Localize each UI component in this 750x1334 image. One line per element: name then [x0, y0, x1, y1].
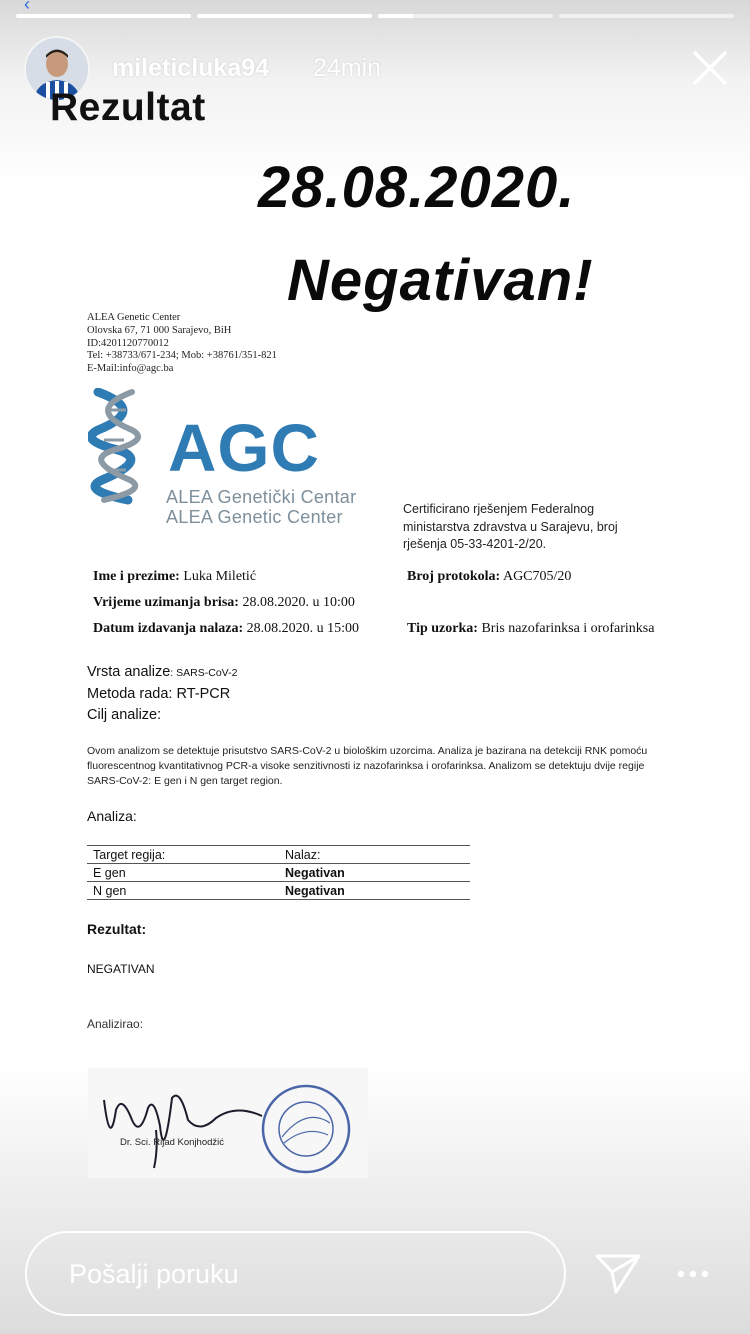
- analysis-method: [87, 686, 230, 702]
- progress-segment: [559, 14, 734, 18]
- table-row: [87, 864, 470, 882]
- logo-subtitle: ALEA Genetički Centar: [166, 487, 357, 507]
- field-value: 28.08.2020. u 15:00: [246, 621, 360, 636]
- field-value: RT-PCR: [176, 686, 231, 702]
- progress-segment: [197, 14, 372, 18]
- patient-name: [93, 569, 256, 585]
- paper-plane-icon: [594, 1250, 642, 1296]
- letterhead-line: ID:4201120770012: [87, 337, 169, 349]
- field-label: Ime i prezime:: [93, 569, 180, 584]
- close-button[interactable]: [689, 47, 731, 89]
- message-input[interactable]: [25, 1231, 566, 1316]
- logo-subtitle: ALEA Genetic Center: [166, 507, 343, 527]
- headline-title: Rezultat: [50, 86, 206, 129]
- table-header: Nalaz:: [279, 846, 470, 864]
- table-cell: Negativan: [279, 882, 470, 900]
- signature-icon: [96, 1090, 276, 1170]
- protocol-number: [407, 569, 571, 585]
- analyzed-by-label: Analizirao:: [87, 1017, 144, 1031]
- analysis-type: Vrsta analize: SARS-CoV-2: [87, 664, 238, 680]
- post-time: 24min: [313, 54, 382, 82]
- collection-time: [93, 595, 355, 611]
- table-header: Target regija:: [87, 846, 279, 864]
- analysis-description: Ovom analizom se detektuje prisutstvo SARS-CoV-2 u biološkim uzorcima. Analiza je bazirana na detekciji RNK pomoću fluorescentnog kvantitativnog PCR-a visoke senzitivnosti iz nazofarinksa i orofarinksa. Analizom se detektuju dvije regije SARS-CoV-2: E gen i N gen target region.: [87, 745, 648, 787]
- field-value: AGC705/20: [502, 569, 572, 584]
- result-value: NEGATIVAN: [87, 962, 155, 976]
- logo-text: AGC: [168, 411, 320, 486]
- progress-segment: [16, 14, 191, 18]
- certification-line: rješenja 05-33-4201-2/20.: [403, 537, 547, 551]
- table-cell: N gen: [87, 882, 279, 900]
- signer-name: Dr. Sci. Rijad Konjhodžić: [120, 1137, 225, 1148]
- username[interactable]: mileticluka94: [112, 54, 270, 82]
- table-cell: Negativan: [279, 864, 470, 882]
- back-arrow-icon: ‹: [24, 0, 30, 14]
- send-button[interactable]: [594, 1250, 642, 1296]
- field-label: Datum izdavanja nalaza:: [93, 621, 244, 636]
- certification-note: [403, 501, 618, 554]
- certification-line: ministarstva zdravstva u Sarajevu, broj: [403, 519, 618, 534]
- table-header-row: [87, 846, 470, 864]
- story-progress: [16, 14, 734, 19]
- headline-date: 28.08.2020.: [258, 155, 576, 220]
- field-label: Vrijeme uzimanja brisa:: [93, 595, 239, 610]
- result-label: Rezultat:: [87, 921, 147, 937]
- letterhead-line: Tel: +38733/671-234; Mob: +38761/351-821: [87, 350, 277, 362]
- table-cell: E gen: [87, 864, 279, 882]
- results-table: [87, 845, 470, 900]
- headline-result: Negativan!: [287, 248, 594, 313]
- issue-date: [93, 621, 359, 637]
- message-placeholder: Pošalji poruku: [69, 1259, 239, 1289]
- field-label: Tip uzorka:: [407, 621, 478, 636]
- letterhead-address: [87, 312, 277, 376]
- progress-segment: [378, 14, 553, 18]
- field-label: Metoda rada:: [87, 686, 173, 702]
- stamp-icon: [260, 1083, 352, 1175]
- more-dots-icon: [676, 1262, 712, 1286]
- field-label: Vrsta analize: [87, 664, 171, 680]
- more-options-button[interactable]: [676, 1262, 712, 1286]
- table-row: [87, 882, 470, 900]
- close-icon: [689, 47, 731, 89]
- letterhead-line: ALEA Genetic Center: [87, 312, 181, 323]
- field-value: Bris nazofarinksa i orofarinksa: [481, 621, 655, 636]
- field-label: Broj protokola:: [407, 569, 501, 584]
- certification-line: Certificirano rješenjem Federalnog: [403, 502, 595, 516]
- analysis-heading: Analiza:: [87, 808, 137, 824]
- field-value: SARS-CoV-2: [176, 667, 238, 679]
- sample-type: [407, 621, 654, 637]
- analysis-goal: Cilj analize:: [87, 707, 162, 723]
- letterhead-line: E-Mail:info@agc.ba: [87, 363, 174, 375]
- letterhead-line: Olovska 67, 71 000 Sarajevo, BiH: [87, 324, 232, 336]
- field-value: 28.08.2020. u 10:00: [242, 595, 355, 610]
- field-value: Luka Miletić: [183, 569, 257, 584]
